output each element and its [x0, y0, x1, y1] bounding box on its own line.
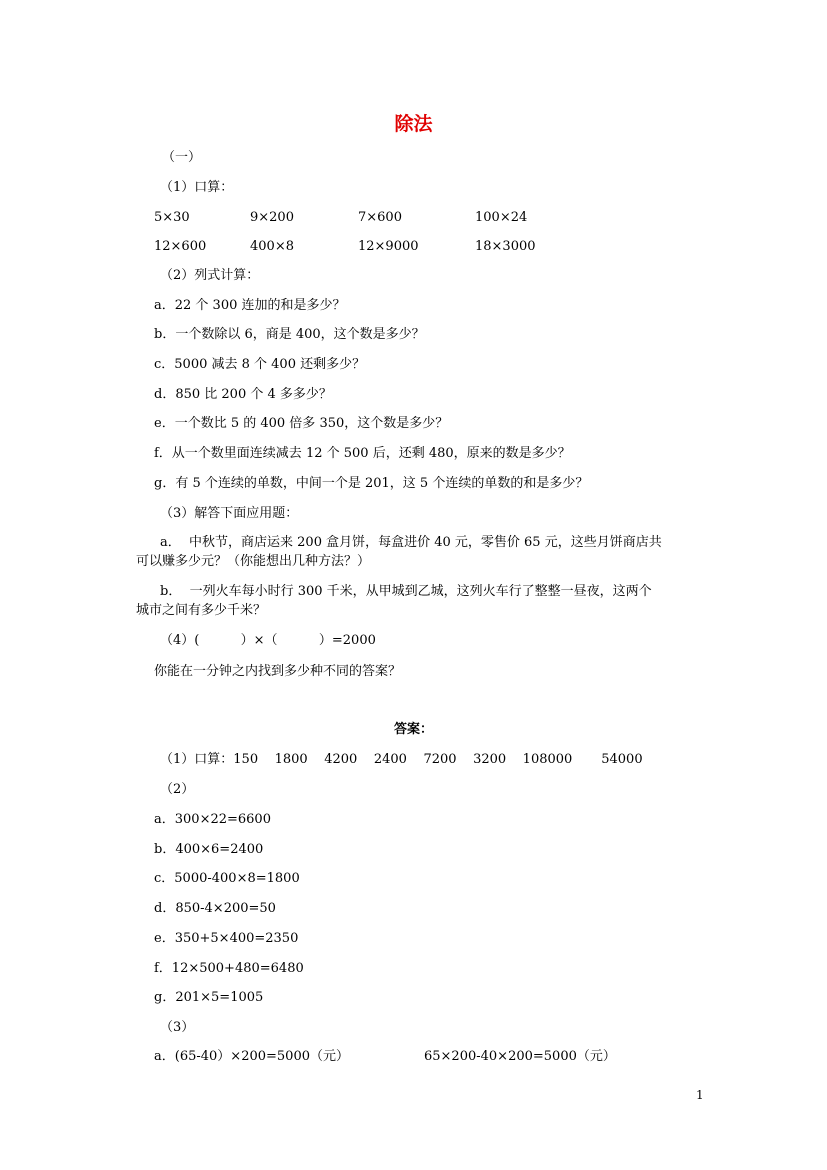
- question-item: a．22 个 300 连加的和是多少？: [154, 298, 346, 313]
- question-1-label: （1）口算：: [160, 180, 234, 195]
- answer-3-label: （3）: [160, 1020, 195, 1035]
- oral-calc-item: 12×9000: [358, 239, 419, 254]
- answer-item: g．201×5=1005: [154, 990, 264, 1005]
- question-item: d．850 比 200 个 4 多多少？: [154, 387, 332, 402]
- oral-calc-item: 100×24: [475, 210, 528, 225]
- word-problem-a-line2: 可以赚多少元？（你能想出几种方法？）: [136, 554, 371, 569]
- page-number: 1: [696, 1088, 704, 1102]
- question-item: c．5000 减去 8 个 400 还剩多少？: [154, 357, 366, 372]
- page-title: 除法: [394, 113, 433, 135]
- oral-calc-item: 18×3000: [475, 239, 536, 254]
- answer-1: （1）口算：150 1800 4200 2400 7200 3200 108000 54000: [160, 752, 643, 767]
- oral-calc-item: 400×8: [250, 239, 294, 254]
- oral-calc-item: 12×600: [154, 239, 207, 254]
- question-4: （4）( ）×（ ）=2000: [160, 633, 376, 648]
- question-item: f．从一个数里面连续减去 12 个 500 后，还剩 480，原来的数是多少？: [154, 446, 571, 461]
- question-4-follow: 你能在一分钟之内找到多少种不同的答案？: [154, 664, 402, 679]
- question-2-label: （2）列式计算：: [160, 268, 260, 283]
- answer-item: b．400×6=2400: [154, 842, 264, 857]
- answer-item: c．5000-400×8=1800: [154, 871, 300, 886]
- question-item: e．一个数比 5 的 400 倍多 350，这个数是多少？: [154, 416, 449, 431]
- question-item: g．有 5 个连续的单数，中间一个是 201，这 5 个连续的单数的和是多少？: [154, 476, 589, 491]
- word-problem-b-line1: b． 一列火车每小时行 300 千米，从甲城到乙城，这列火车行了整整一昼夜，这两个: [160, 584, 652, 599]
- oral-calc-item: 5×30: [154, 210, 190, 225]
- oral-calc-item: 9×200: [250, 210, 294, 225]
- question-3-label: （3）解答下面应用题：: [160, 506, 299, 521]
- answer-item: d．850-4×200=50: [154, 901, 276, 916]
- answer-item: e．350+5×400=2350: [154, 931, 299, 946]
- oral-calc-item: 7×600: [358, 210, 402, 225]
- section-heading: （一）: [162, 150, 202, 165]
- answer-item: a．300×22=6600: [154, 812, 271, 827]
- answer-3-method-2: 65×200-40×200=5000（元）: [424, 1049, 616, 1064]
- question-item: b．一个数除以 6，商是 400，这个数是多少？: [154, 327, 425, 342]
- word-problem-a-line1: a． 中秋节，商店运来 200 盒月饼，每盒进价 40 元，零售价 65 元，这些月饼商店共: [160, 535, 662, 550]
- answer-item: f．12×500+480=6480: [154, 961, 304, 976]
- word-problem-b-line2: 城市之间有多少千米？: [136, 603, 267, 618]
- answers-title: 答案：: [393, 722, 433, 737]
- answer-3-method-1: a．(65-40）×200=5000（元）: [154, 1049, 349, 1064]
- answer-2-label: （2）: [160, 782, 195, 797]
